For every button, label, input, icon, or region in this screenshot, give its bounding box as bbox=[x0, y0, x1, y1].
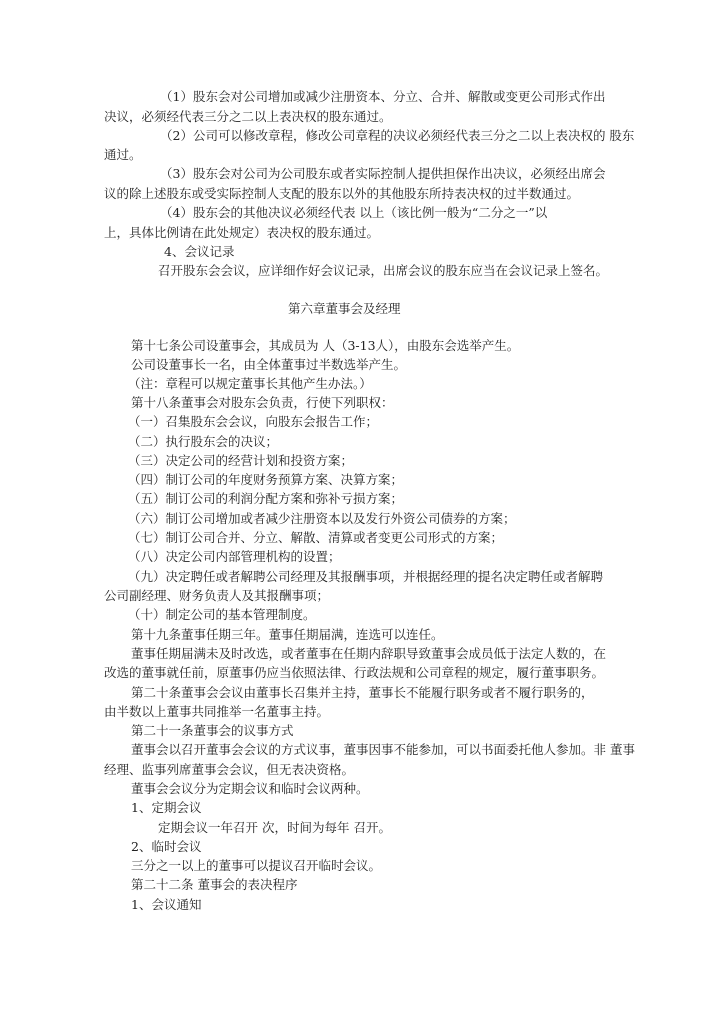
meeting-record-text: 召开股东会会议，应详细作好会议记录，出席会议的股东应当在会议记录上签名。 bbox=[158, 263, 609, 278]
power-item-5: （五）制订公司的利润分配方案和弥补亏损方案； bbox=[128, 491, 404, 506]
clause-1-line-2: 决议，必须经代表三分之二以上表决权的股东通过。 bbox=[104, 109, 392, 124]
regular-meeting-heading: 1、定期会议 bbox=[131, 800, 202, 815]
power-item-8: （八）决定公司内部管理机构的设置； bbox=[128, 549, 341, 564]
power-item-6: （六）制订公司增加或者减少注册资本以及发行外资公司债券的方案； bbox=[128, 511, 516, 526]
clause-2-line-2: 通过。 bbox=[104, 147, 142, 162]
article-21-line-1: 董事会以召开董事会会议的方式议事，董事因事不能参加，可以书面委托他人参加。非 董事 bbox=[131, 742, 635, 757]
clause-3-line-2: 议的除上述股东或受实际控制人支配的股东以外的其他股东所持表决权的过半数通过。 bbox=[104, 186, 580, 201]
regular-meeting-text: 定期会议一年召开 次，时间为每年 召开。 bbox=[158, 820, 391, 835]
clause-4-line-1: （4）股东会的其他决议必须经代表 以上（该比例一般为“二分之一”以 bbox=[160, 205, 548, 220]
clause-2-line-1: （2）公司可以修改章程，修改公司章程的决议必须经代表三分之二以上表决权的 股东 bbox=[160, 128, 635, 143]
clause-3-line-1: （3）股东会对公司为公司股东或者实际控制人提供担保作出决议，必须经出席会 bbox=[160, 166, 606, 181]
power-item-1: （一）召集股东会会议，向股东会报告工作； bbox=[128, 414, 379, 429]
term-expiry-line-1: 董事任期届满未及时改选，或者董事在任期内辞职导致董事会成员低于法定人数的，在 bbox=[131, 646, 607, 661]
article-19: 第十九条董事任期三年。董事任期届满，连选可以连任。 bbox=[131, 627, 444, 642]
chapter-title: 第六章董事会及经理 bbox=[288, 301, 401, 316]
article-21-heading: 第二十一条董事会的议事方式 bbox=[131, 723, 294, 738]
power-item-9-line-2: 公司副经理、财务负责人及其报酬事项； bbox=[104, 588, 330, 603]
clause-1-line-1: （1）股东会对公司增加或减少注册资本、分立、合并、解散或变更公司形式作出 bbox=[160, 89, 606, 104]
power-item-2: （二）执行股东会的决议； bbox=[128, 434, 279, 449]
power-item-10: （十）制定公司的基本管理制度。 bbox=[128, 607, 316, 622]
article-20-line-2: 由半数以上董事共同推举一名董事主持。 bbox=[104, 704, 330, 719]
power-item-4: （四）制订公司的年度财务预算方案、决算方案； bbox=[128, 472, 404, 487]
clause-4-line-2: 上，具体比例请在此处规定）表决权的股东通过。 bbox=[104, 225, 380, 240]
article-17: 第十七条公司设董事会，其成员为 人（3-13人），由股东会选举产生。 bbox=[131, 338, 520, 353]
meeting-record-heading: 4、会议记录 bbox=[164, 244, 235, 259]
article-21-line-2: 经理、监事列席董事会会议，但无表决资格。 bbox=[104, 762, 355, 777]
term-expiry-line-2: 改选的董事就任前，原董事仍应当依照法律、行政法规和公司章程的规定，履行董事职务。 bbox=[104, 665, 605, 680]
meeting-types: 董事会会议分为定期会议和临时会议两种。 bbox=[131, 781, 369, 796]
chairman-line: 公司设董事长一名，由全体董事过半数选举产生。 bbox=[131, 357, 407, 372]
interim-meeting-heading: 2、临时会议 bbox=[131, 839, 202, 854]
power-item-3: （三）决定公司的经营计划和投资方案； bbox=[128, 453, 354, 468]
interim-meeting-text: 三分之一以上的董事可以提议召开临时会议。 bbox=[131, 858, 382, 873]
article-18: 第十八条董事会对股东会负责，行使下列职权： bbox=[131, 395, 394, 410]
note-line: （注：章程可以规定董事长其他产生办法。） bbox=[128, 376, 372, 391]
article-20-line-1: 第二十条董事会会议由董事长召集并主持，董事长不能履行职务或者不履行职务的， bbox=[131, 685, 594, 700]
power-item-9-line-1: （九）决定聘任或者解聘公司经理及其报酬事项，并根据经理的提名决定聘任或者解聘 bbox=[128, 569, 604, 584]
meeting-notice-heading: 1、会议通知 bbox=[131, 897, 202, 912]
article-22-heading: 第二十二条 董事会的表决程序 bbox=[131, 877, 298, 892]
power-item-7: （七）制订公司合并、分立、解散、清算或者变更公司形式的方案； bbox=[128, 530, 504, 545]
